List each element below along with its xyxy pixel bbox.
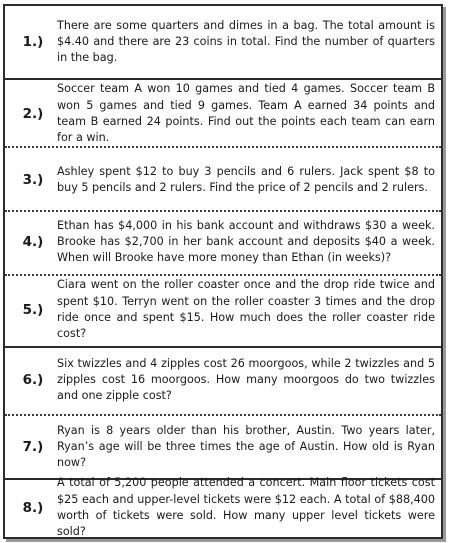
problem-6 xyxy=(5,350,441,410)
problem-number: 8.) xyxy=(22,500,44,516)
problem-text: Ciara went on the roller coaster once and the drop ride twice and spent $10. Terryn went on the roller coaster 3 times and the drop ride once and spent $15. How much does the roller coaster ride cost? xyxy=(57,278,435,341)
problem-5 xyxy=(5,276,441,344)
problem-4 xyxy=(5,212,441,272)
separator xyxy=(5,146,441,148)
problem-3 xyxy=(5,150,441,210)
problem-number: 1.) xyxy=(22,34,44,50)
problem-text: Six twizzles and 4 zipples cost 26 moorgoos, while 2 twizzles and 5 zipples cost 16 moorgoos. How many moorgoos do two twizzles and one zipple cost? xyxy=(57,356,435,403)
separator xyxy=(5,346,441,348)
separator xyxy=(5,78,441,80)
problem-number: 7.) xyxy=(22,439,44,455)
separator xyxy=(5,414,441,416)
problem-text: There are some quarters and dimes in a bag. The total amount is $4.40 and there are 23 coins in total. Find the number of quarters in the bag. xyxy=(57,18,435,65)
problem-number: 2.) xyxy=(22,106,44,122)
worksheet xyxy=(3,4,443,539)
problem-text: Ashley spent $12 to buy 3 pencils and 6 rulers. Jack spent $8 to buy 5 pencils and 2 rulers. Find the price of 2 pencils and 2 rulers. xyxy=(57,164,435,194)
problem-number: 6.) xyxy=(22,372,44,388)
problem-7 xyxy=(5,418,441,476)
problem-8 xyxy=(5,476,441,539)
problem-number: 3.) xyxy=(22,172,44,188)
problem-number: 4.) xyxy=(22,234,44,250)
problem-number: 5.) xyxy=(22,302,44,318)
problem-1 xyxy=(5,12,441,72)
problem-text: Ethan has $4,000 in his bank account and withdraws $30 a week. Brooke has $2,700 in her bank account and deposits $40 a week. When will Brooke have more money than Ethan (in weeks)? xyxy=(57,218,435,265)
problem-text: Soccer team A won 10 games and tied 4 games. Soccer team B won 5 games and tied 9 games. Team A earned 34 points and team B earned 24 points. Find out the points each team can earn for a win. xyxy=(57,82,435,145)
problem-2 xyxy=(5,84,441,144)
problem-text: A total of 5,200 people attended a concert. Main floor tickets cost $25 each and upper-level tickets were $12 each. A total of $88,400 worth of tickets were sold. How many upper level tickets were sold? xyxy=(57,476,435,539)
problem-text: Ryan is 8 years older than his brother, Austin. Two years later, Ryan’s age will be three times the age of Austin. How old is Ryan now? xyxy=(57,423,435,470)
